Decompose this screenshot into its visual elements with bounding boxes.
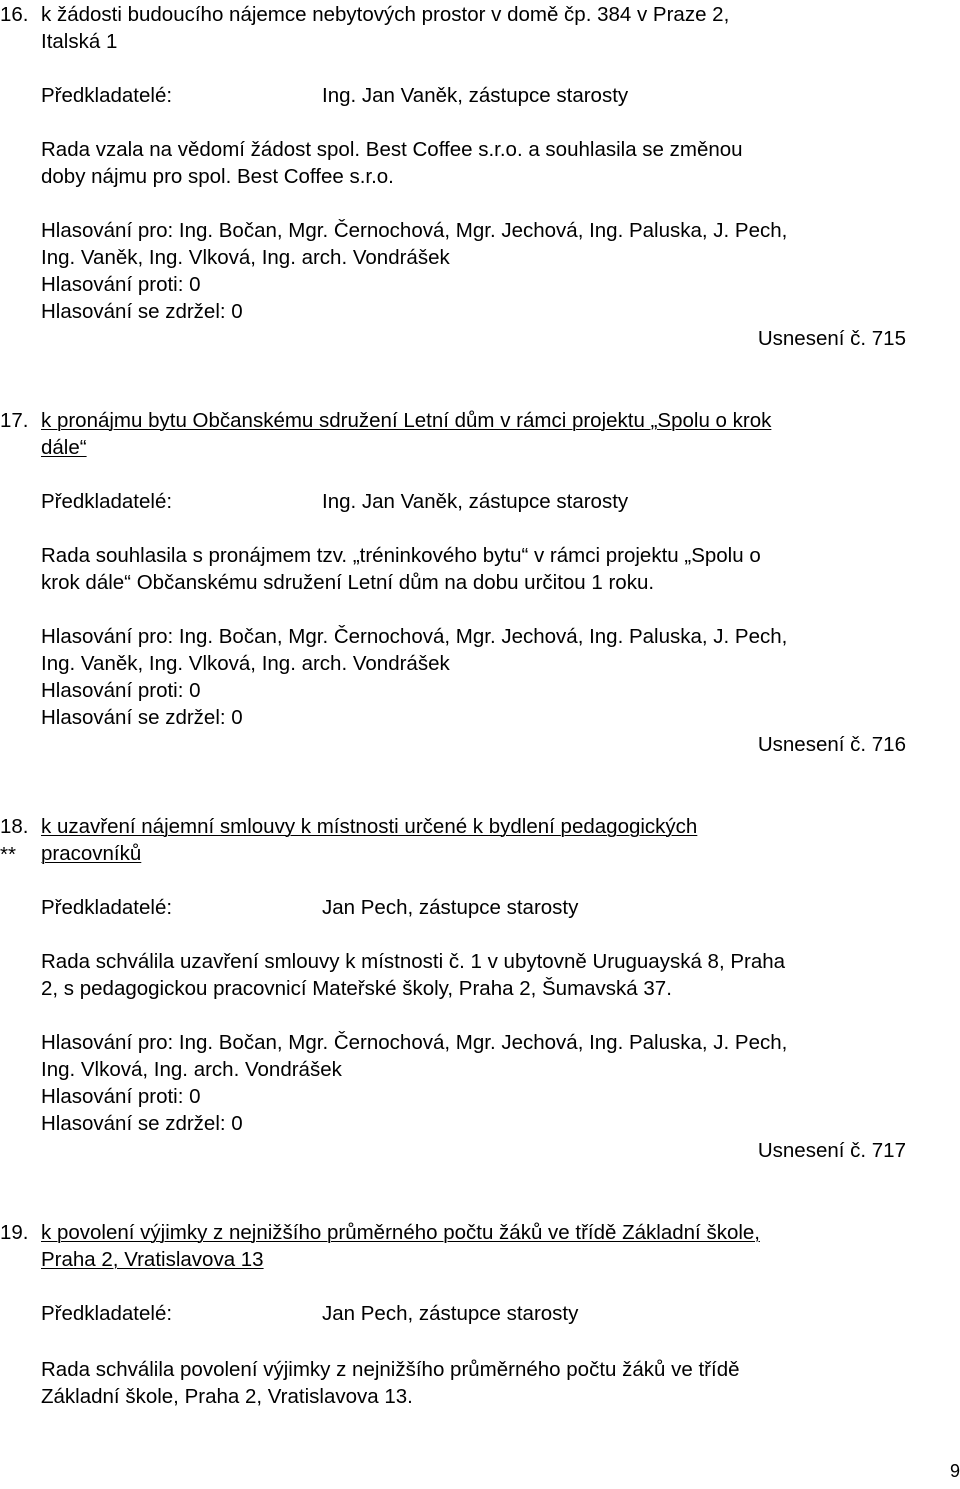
item-title-line: k žádosti budoucího nájemce nebytových prostor v domě čp. 384 v Praze 2,: [41, 3, 730, 26]
vote-abstain: Hlasování se zdržel: 0: [41, 706, 243, 729]
presenter-label: Předkladatelé:: [41, 1302, 173, 1325]
vote-for-line: Hlasování pro: Ing. Bočan, Mgr. Černochová, Mgr. Jechová, Ing. Paluska, J. Pech,: [41, 625, 788, 648]
resolution-number: Usnesení č. 715: [757, 327, 906, 350]
item-title-line: Praha 2, Vratislavova 13: [41, 1248, 264, 1271]
item-number: 18.: [0, 815, 29, 838]
item-number: 19.: [0, 1221, 29, 1244]
vote-for-line: Hlasování pro: Ing. Bočan, Mgr. Černochová, Mgr. Jechová, Ing. Paluska, J. Pech,: [41, 1031, 788, 1054]
decision-line: Rada souhlasila s pronájmem tzv. „tréninkového bytu“ v rámci projektu „Spolu o: [41, 544, 761, 567]
presenter-name: Jan Pech, zástupce starosty: [322, 1302, 579, 1325]
vote-abstain: Hlasování se zdržel: 0: [41, 1112, 243, 1135]
resolution-number: Usnesení č. 717: [757, 1139, 906, 1162]
item-title-line: k uzavření nájemní smlouvy k místnosti určené k bydlení pedagogických: [41, 815, 698, 838]
decision-line: 2, s pedagogickou pracovnicí Mateřské školy, Praha 2, Šumavská 37.: [41, 977, 672, 1000]
vote-against: Hlasování proti: 0: [41, 679, 201, 702]
vote-against: Hlasování proti: 0: [41, 1085, 201, 1108]
decision-line: Rada vzala na vědomí žádost spol. Best Coffee s.r.o. a souhlasila se změnou: [41, 138, 743, 161]
decision-line: krok dále“ Občanskému sdružení Letní dům na dobu určitou 1 roku.: [41, 571, 655, 594]
presenter-label: Předkladatelé:: [41, 490, 173, 513]
vote-abstain: Hlasování se zdržel: 0: [41, 300, 243, 323]
decision-line: Rada schválila uzavření smlouvy k místnosti č. 1 v ubytovně Uruguayská 8, Praha: [41, 950, 786, 973]
vote-for-line: Hlasování pro: Ing. Bočan, Mgr. Černochová, Mgr. Jechová, Ing. Paluska, J. Pech,: [41, 219, 788, 242]
item-marker: **: [0, 843, 16, 866]
page-number: 9: [949, 1461, 960, 1481]
item-title-line: dále“: [41, 436, 87, 459]
vote-for-line: Ing. Vlková, Ing. arch. Vondrášek: [41, 1058, 342, 1081]
decision-line: doby nájmu pro spol. Best Coffee s.r.o.: [41, 165, 394, 188]
item-title-line: k pronájmu bytu Občanskému sdružení Letní dům v rámci projektu „Spolu o krok: [41, 409, 772, 432]
vote-for-line: Ing. Vaněk, Ing. Vlková, Ing. arch. Vondrášek: [41, 652, 450, 675]
decision-line: Základní škole, Praha 2, Vratislavova 13.: [41, 1385, 413, 1408]
presenter-name: Ing. Jan Vaněk, zástupce starosty: [322, 84, 629, 107]
vote-for-line: Ing. Vaněk, Ing. Vlková, Ing. arch. Vondrášek: [41, 246, 450, 269]
item-title-line: Italská 1: [41, 30, 118, 53]
item-number: 17.: [0, 409, 29, 432]
presenter-name: Ing. Jan Vaněk, zástupce starosty: [322, 490, 629, 513]
presenter-name: Jan Pech, zástupce starosty: [322, 896, 579, 919]
presenter-label: Předkladatelé:: [41, 84, 173, 107]
vote-against: Hlasování proti: 0: [41, 273, 201, 296]
item-title-line: pracovníků: [41, 842, 142, 865]
resolution-number: Usnesení č. 716: [757, 733, 906, 756]
item-title-line: k povolení výjimky z nejnižšího průměrného počtu žáků ve třídě Základní škole,: [41, 1221, 760, 1244]
presenter-label: Předkladatelé:: [41, 896, 173, 919]
decision-line: Rada schválila povolení výjimky z nejnižšího průměrného počtu žáků ve třídě: [41, 1358, 740, 1381]
item-number: 16.: [0, 3, 29, 26]
